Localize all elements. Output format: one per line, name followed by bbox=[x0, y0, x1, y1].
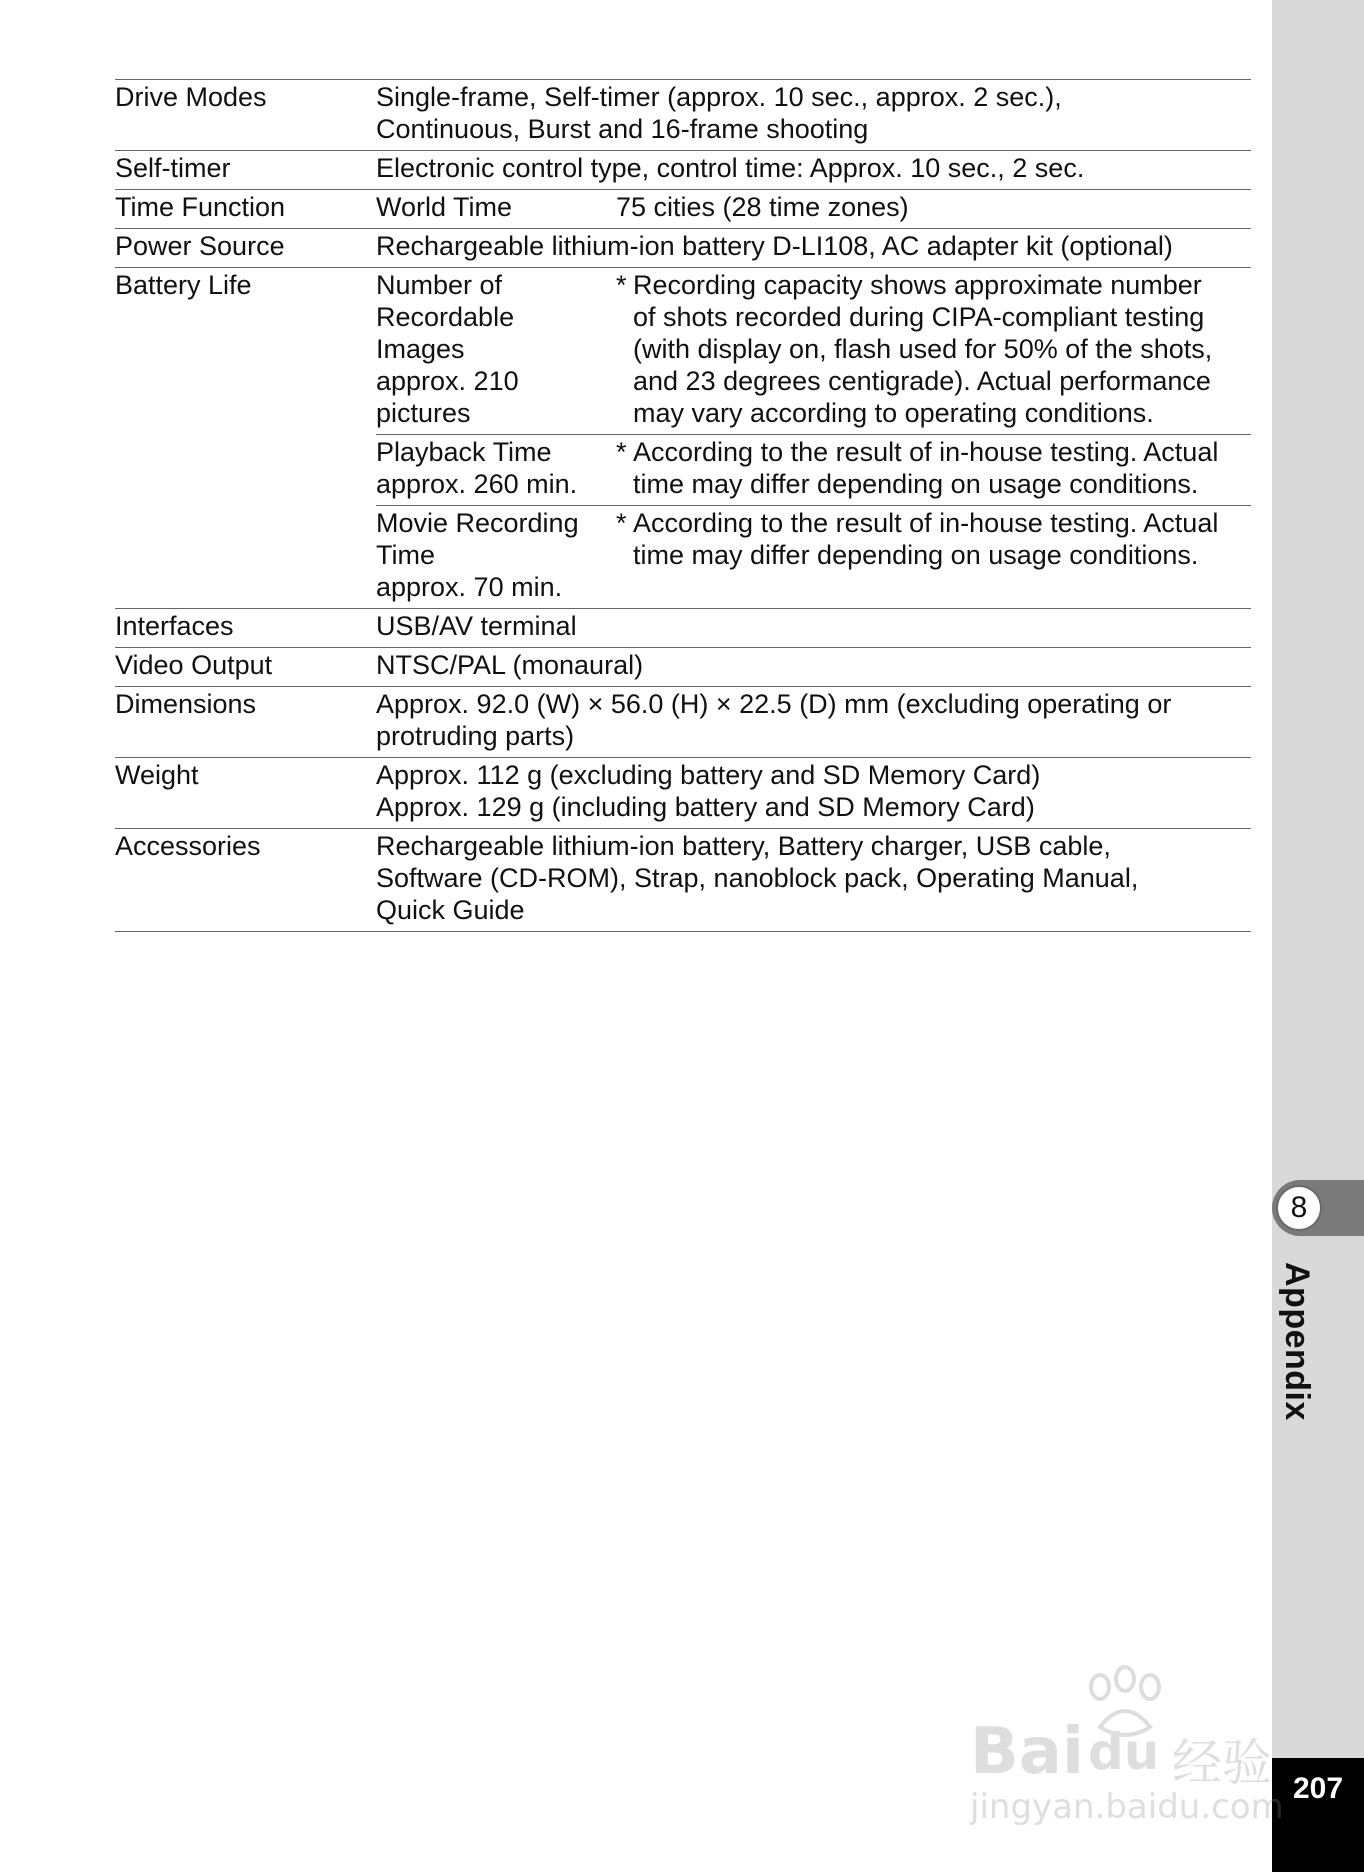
battery-note-line: and 23 degrees centigrade). Actual performance bbox=[633, 366, 1211, 396]
footnote-marker: * bbox=[616, 437, 627, 467]
spec-value bbox=[376, 758, 1251, 828]
spec-value-line: Rechargeable lithium-ion battery D-LI108, AC adapter kit (optional) bbox=[376, 231, 1173, 261]
spec-value-line: protruding parts) bbox=[376, 721, 575, 751]
battery-sub-label bbox=[376, 436, 616, 500]
spec-label: Power Source bbox=[115, 231, 285, 261]
spec-value bbox=[376, 687, 1251, 757]
spec-value bbox=[376, 229, 1251, 267]
battery-sub-row-playback bbox=[376, 434, 1251, 505]
battery-note-line: According to the result of in-house testing. Actual bbox=[633, 508, 1219, 538]
watermark-cn: 经验 bbox=[1172, 1734, 1272, 1792]
battery-note-line: may vary according to operating conditions. bbox=[633, 398, 1154, 428]
spec-label: Accessories bbox=[115, 831, 261, 861]
spec-row-drive-modes bbox=[115, 80, 1251, 151]
battery-note-text bbox=[633, 436, 1251, 500]
battery-note bbox=[616, 436, 1251, 500]
footnote-marker: * bbox=[616, 270, 627, 300]
spec-value-line: USB/AV terminal bbox=[376, 611, 577, 641]
battery-sub-label bbox=[376, 507, 616, 603]
battery-note-line: time may differ depending on usage conditions. bbox=[633, 540, 1199, 570]
battery-note-text bbox=[633, 269, 1251, 429]
spec-label: Battery Life bbox=[115, 270, 252, 300]
spec-row-interfaces bbox=[115, 609, 1251, 648]
spec-label: Weight bbox=[115, 760, 199, 790]
spec-row-battery-life bbox=[115, 268, 1251, 609]
spec-value bbox=[376, 190, 1251, 228]
battery-sub-label-line: approx. 260 min. bbox=[376, 469, 578, 499]
spec-label: Self-timer bbox=[115, 153, 231, 183]
battery-life-block bbox=[376, 268, 1251, 608]
spec-label: Dimensions bbox=[115, 689, 257, 719]
spec-value bbox=[376, 609, 1251, 647]
spec-label: Time Function bbox=[115, 192, 286, 222]
spec-value-line: Software (CD-ROM), Strap, nanoblock pack, Operating Manual, bbox=[376, 863, 1139, 893]
spec-row-dimensions bbox=[115, 687, 1251, 758]
spec-value bbox=[376, 648, 1251, 686]
spec-value-line: Rechargeable lithium-ion battery, Battery charger, USB cable, bbox=[376, 831, 1111, 861]
spec-row-self-timer bbox=[115, 151, 1251, 190]
spec-row-weight bbox=[115, 758, 1251, 829]
spec-value-line: NTSC/PAL (monaural) bbox=[376, 650, 644, 680]
battery-sub-label-line: Time bbox=[376, 540, 435, 570]
spec-row-accessories bbox=[115, 829, 1251, 932]
spec-value-line: Single-frame, Self-timer (approx. 10 sec., approx. 2 sec.), bbox=[376, 82, 1062, 112]
spec-value-line: Electronic control type, control time: Approx. 10 sec., 2 sec. bbox=[376, 153, 1085, 183]
spec-value-line: Quick Guide bbox=[376, 895, 525, 925]
spec-label: Interfaces bbox=[115, 611, 234, 641]
battery-sub-label-line: pictures bbox=[376, 398, 471, 428]
spec-sub-value: 75 cities (28 time zones) bbox=[616, 192, 909, 222]
spec-row-time-function bbox=[115, 190, 1251, 229]
spec-row-video-output bbox=[115, 648, 1251, 687]
spec-value-line: Approx. 92.0 (W) × 56.0 (H) × 22.5 (D) mm (excluding operating or bbox=[376, 689, 1172, 719]
battery-sub-row-images bbox=[376, 268, 1251, 434]
spec-label: Drive Modes bbox=[115, 82, 267, 112]
battery-note-line: Recording capacity shows approximate number bbox=[633, 270, 1202, 300]
spec-value-line: Approx. 112 g (excluding battery and SD Memory Card) bbox=[376, 760, 1041, 790]
battery-note-text bbox=[633, 507, 1251, 603]
battery-note-line: According to the result of in-house testing. Actual bbox=[633, 437, 1219, 467]
battery-sub-label-line: Movie Recording bbox=[376, 508, 579, 538]
battery-sub-label-line: Recordable bbox=[376, 302, 515, 332]
battery-sub-label-line: Playback Time bbox=[376, 437, 552, 467]
chapter-title: Appendix bbox=[1278, 1262, 1316, 1421]
watermark-url: jingyan.baidu.com bbox=[970, 1787, 1284, 1827]
spec-sub-label: World Time bbox=[376, 192, 513, 222]
spec-value bbox=[376, 829, 1251, 931]
page-number: 207 bbox=[1292, 1772, 1344, 1805]
battery-sub-label-line: approx. 210 bbox=[376, 366, 519, 396]
spec-table bbox=[115, 79, 1251, 932]
battery-note-line: (with display on, flash used for 50% of the shots, bbox=[633, 334, 1213, 364]
watermark-brand-du: du bbox=[1088, 1723, 1160, 1781]
baidu-watermark bbox=[970, 1665, 1284, 1827]
spec-value bbox=[376, 80, 1251, 150]
battery-sub-label bbox=[376, 269, 616, 429]
battery-sub-row-movie bbox=[376, 505, 1251, 608]
spec-label: Video Output bbox=[115, 650, 273, 680]
battery-sub-label-line: approx. 70 min. bbox=[376, 572, 563, 602]
battery-note bbox=[616, 269, 1251, 429]
battery-note-line: of shots recorded during CIPA-compliant testing bbox=[633, 302, 1205, 332]
spec-value bbox=[376, 151, 1251, 189]
battery-sub-label-line: Number of bbox=[376, 270, 503, 300]
battery-sub-label-line: Images bbox=[376, 334, 465, 364]
chapter-number-badge: 8 bbox=[1276, 1185, 1322, 1231]
spec-row-power-source bbox=[115, 229, 1251, 268]
spec-value-line: Approx. 129 g (including battery and SD Memory Card) bbox=[376, 792, 1035, 822]
watermark-brand: Bai bbox=[970, 1715, 1084, 1789]
spec-value-line: Continuous, Burst and 16-frame shooting bbox=[376, 114, 869, 144]
side-tab-strip bbox=[1272, 0, 1364, 1872]
battery-note-line: time may differ depending on usage conditions. bbox=[633, 469, 1199, 499]
footnote-marker: * bbox=[616, 508, 627, 538]
battery-note bbox=[616, 507, 1251, 603]
